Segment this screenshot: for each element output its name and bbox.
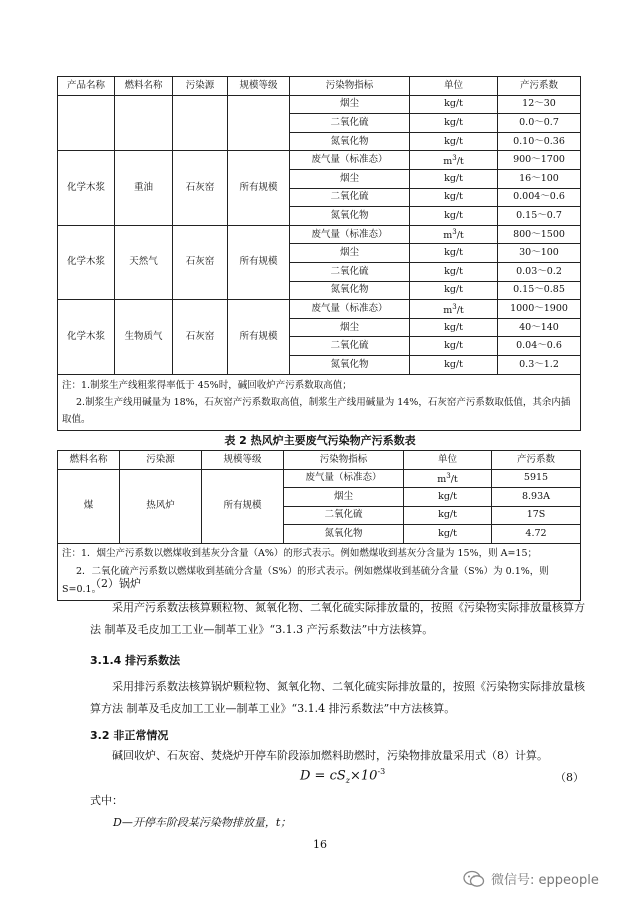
table-1-note-2: 2.制浆生产线用碱量为 18%，石灰窑产污系数取高值，制浆生产线用碱量为 14%，石灰窑产污系数取低值，其余内插取值。 <box>62 396 571 425</box>
watermark <box>463 869 599 888</box>
coef-cell: 30～100 <box>498 244 581 263</box>
fuel-cell: 重油 <box>115 151 173 225</box>
item-boiler: （2）锅炉 <box>90 577 141 590</box>
product-cell: 化学木浆 <box>58 151 115 225</box>
source-cell: 石灰窑 <box>173 151 228 225</box>
table-1-header: 规模等级 <box>228 77 290 96</box>
scale-cell: 所有规模 <box>228 151 290 225</box>
coef-cell: 0.15～0.7 <box>498 207 581 226</box>
unit-cell: kg/t <box>410 95 498 114</box>
table-2-header: 污染物指标 <box>284 451 404 470</box>
heading-3-2: 3.2 非正常情况 <box>90 729 169 742</box>
coef-cell: 0.03～0.2 <box>498 262 581 281</box>
indicator-cell: 烟尘 <box>290 244 410 263</box>
indicator-cell: 废气量（标准态） <box>290 151 410 170</box>
scale-cell: 所有规模 <box>202 469 284 543</box>
coef-cell: 0.3～1.2 <box>498 355 581 374</box>
wechat-icon <box>463 870 485 888</box>
table-1-header: 污染源 <box>173 77 228 96</box>
indicator-cell: 二氧化硫 <box>290 337 410 356</box>
fuel-cell: 天然气 <box>115 225 173 299</box>
coef-cell: 8.93A <box>492 488 581 507</box>
table-row <box>58 225 581 244</box>
indicator-cell: 氮氧化物 <box>290 281 410 300</box>
coef-cell: 12～30 <box>498 95 581 114</box>
unit-cell: kg/t <box>410 337 498 356</box>
table-1-header: 产品名称 <box>58 77 115 96</box>
table-2-header: 单位 <box>404 451 492 470</box>
table-cell <box>173 95 228 151</box>
unit-cell: kg/t <box>404 506 492 525</box>
coef-cell: 4.72 <box>492 525 581 544</box>
indicator-cell: 烟尘 <box>290 169 410 188</box>
unit-cell: kg/t <box>410 188 498 207</box>
table-1-header: 产污系数 <box>498 77 581 96</box>
table-1-header: 燃料名称 <box>115 77 173 96</box>
indicator-cell: 氮氧化物 <box>290 207 410 226</box>
source-cell: 石灰窑 <box>173 300 228 374</box>
paragraph-2: 采用排污系数法核算锅炉颗粒物、氮氧化物、二氧化硫实际排放量的，按照《污染物实际排放量核算方法 制革及毛皮加工工业—制革工业》“3.1.4 排污系数法”中方法核算。 <box>90 680 585 715</box>
paragraph-3: 碱回收炉、石灰窑、焚烧炉开停车阶段添加燃料助燃时，污染物排放量采用式（8）计算。 <box>112 749 548 762</box>
unit-cell: $m^3/t$ <box>410 300 498 319</box>
indicator-cell: 烟尘 <box>284 488 404 507</box>
table-1-notes <box>58 374 581 430</box>
coef-cell: 0.15～0.85 <box>498 281 581 300</box>
unit-cell: kg/t <box>404 525 492 544</box>
formula-8: $D = cS_z\times 10^{-3}$ <box>300 767 386 785</box>
scale-cell: 所有规模 <box>228 300 290 374</box>
coef-cell: 5915 <box>492 469 581 488</box>
unit-cell: kg/t <box>410 281 498 300</box>
unit-cell: $m^3/t$ <box>404 469 492 488</box>
unit-cell: kg/t <box>410 244 498 263</box>
product-cell: 化学木浆 <box>58 225 115 299</box>
indicator-cell: 二氧化硫 <box>290 188 410 207</box>
indicator-cell: 氮氧化物 <box>290 132 410 151</box>
coef-cell: 900～1700 <box>498 151 581 170</box>
table-2-caption: 表 2 热风炉主要废气污染物产污系数表 <box>224 434 416 447</box>
indicator-cell: 二氧化硫 <box>284 506 404 525</box>
unit-cell: kg/t <box>410 207 498 226</box>
table-cell <box>228 95 290 151</box>
paragraph-definition: D—开停车阶段某污染物排放量，t； <box>113 816 292 829</box>
table-2-note-1: 注：1．烟尘产污系数以燃煤收到基灰分含量（A%）的形式表示。例如燃煤收到基灰分含量为 15%，则 A=15； <box>62 547 537 559</box>
indicator-cell: 氮氧化物 <box>290 355 410 374</box>
indicator-cell: 烟尘 <box>290 318 410 337</box>
coef-cell: 17S <box>492 506 581 525</box>
unit-cell: kg/t <box>410 262 498 281</box>
indicator-cell: 废气量（标准态） <box>290 225 410 244</box>
unit-cell: kg/t <box>410 355 498 374</box>
fuel-cell: 生物质气 <box>115 300 173 374</box>
coef-cell: 1000～1900 <box>498 300 581 319</box>
coef-cell: 0.004～0.6 <box>498 188 581 207</box>
unit-cell: kg/t <box>410 318 498 337</box>
unit-cell: $m^3/t$ <box>410 151 498 170</box>
table-row <box>58 95 581 114</box>
table-1-pollution-coefficients <box>57 76 581 431</box>
heading-3-1-4: 3.1.4 排污系数法 <box>90 654 181 667</box>
indicator-cell: 烟尘 <box>290 95 410 114</box>
page-number: 16 <box>313 838 327 851</box>
table-1-header: 单位 <box>410 77 498 96</box>
source-cell: 石灰窑 <box>173 225 228 299</box>
table-2-header: 燃料名称 <box>58 451 120 470</box>
unit-cell: kg/t <box>410 169 498 188</box>
unit-cell: kg/t <box>404 488 492 507</box>
paragraph-where: 式中： <box>90 794 123 807</box>
table-2-note-2: 2．二氧化硫产污系数以燃煤收到基硫分含量（S%）的形式表示。例如燃煤收到基硫分含量（S%）为 0.1%，则 S=0.1。 <box>62 565 549 595</box>
table-row <box>58 151 581 170</box>
indicator-cell: 废气量（标准态） <box>284 469 404 488</box>
paragraph-1: 采用产污系数法核算颗粒物、氮氧化物、二氧化硫实际排放量的，按照《污染物实际排放量核算方法 制革及毛皮加工工业—制革工业》“3.1.3 产污系数法”中方法核算。 <box>90 601 585 636</box>
unit-cell: kg/t <box>410 132 498 151</box>
coef-cell: 0.0～0.7 <box>498 114 581 133</box>
source-cell: 热风炉 <box>120 469 202 543</box>
table-2-header: 产污系数 <box>492 451 581 470</box>
indicator-cell: 二氧化硫 <box>290 262 410 281</box>
table-row <box>58 469 581 488</box>
coef-cell: 40～140 <box>498 318 581 337</box>
fuel-cell: 煤 <box>58 469 120 543</box>
coef-cell: 0.10～0.36 <box>498 132 581 151</box>
table-2-header-row <box>58 451 581 470</box>
table-1-header: 污染物指标 <box>290 77 410 96</box>
coef-cell: 0.04～0.6 <box>498 337 581 356</box>
unit-cell: $m^3/t$ <box>410 225 498 244</box>
table-cell <box>115 95 173 151</box>
table-cell <box>58 95 115 151</box>
scale-cell: 所有规模 <box>228 225 290 299</box>
equation-number: （8） <box>555 771 584 784</box>
table-row <box>58 300 581 319</box>
table-2-header: 规模等级 <box>202 451 284 470</box>
indicator-cell: 二氧化硫 <box>290 114 410 133</box>
table-2-header: 污染源 <box>120 451 202 470</box>
table-1-notes-row <box>58 374 581 430</box>
watermark-text: 微信号: eppeople <box>491 873 599 888</box>
indicator-cell: 氮氧化物 <box>284 525 404 544</box>
table-1-header-row <box>58 77 581 96</box>
table-1-note-1: 注：1.制浆生产线粗浆得率低于 45%时，碱回收炉产污系数取高值； <box>62 379 352 391</box>
coef-cell: 800～1500 <box>498 225 581 244</box>
unit-cell: kg/t <box>410 114 498 133</box>
indicator-cell: 废气量（标准态） <box>290 300 410 319</box>
product-cell: 化学木浆 <box>58 300 115 374</box>
coef-cell: 16～100 <box>498 169 581 188</box>
